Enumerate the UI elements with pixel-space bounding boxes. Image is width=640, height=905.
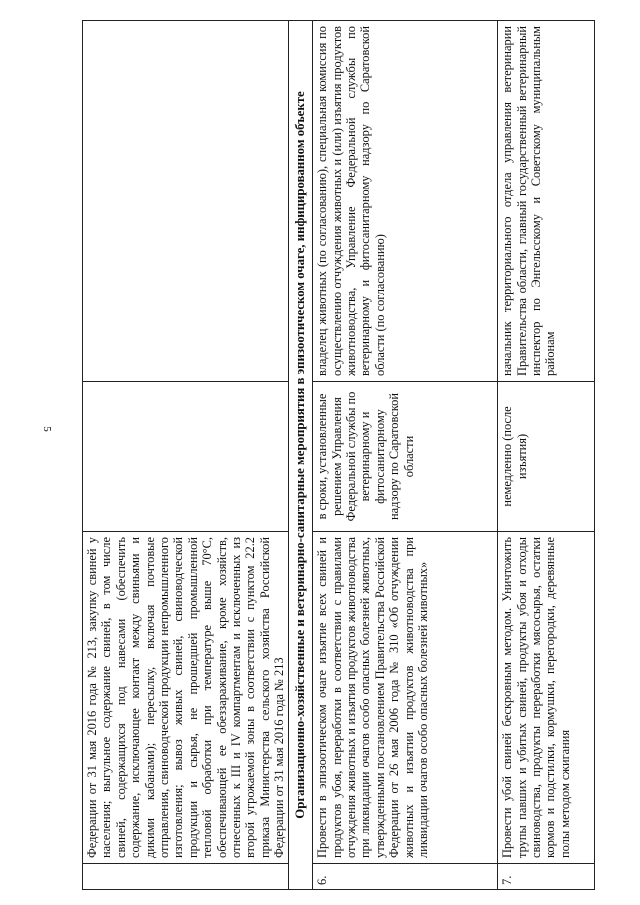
row-number: 7. xyxy=(498,864,595,890)
row-term: в сроки, установленные решением Управления Федеральной службы по ветеринарному и фитосанитарному надзору по Саратовской области xyxy=(313,382,498,532)
row-number: 6. xyxy=(313,864,498,890)
table-row xyxy=(83,21,289,890)
section-title: Организационно-хозяйственные и ветеринарно-санитарные мероприятия в эпизоотическом очаге, инфицированном объекте xyxy=(289,21,313,890)
table-row xyxy=(498,21,595,890)
row-number xyxy=(83,864,289,890)
rotated-page xyxy=(82,20,608,890)
row-responsible xyxy=(83,21,289,382)
table-row xyxy=(313,21,498,890)
measures-table xyxy=(82,20,595,890)
row-responsible: начальник территориального отдела управления ветеринарии Правительства области, главный государственный ветеринарный инспектор по Энгельсскому и Советскому муниципальным районам xyxy=(498,21,595,382)
row-term: немедленно (после изъятия) xyxy=(498,382,595,532)
section-row xyxy=(289,21,313,890)
row-action: Провести в эпизоотическом очаге изъятие всех свиней и продуктов убоя, переработки в соответствии с правилами отчуждения животных и изъятия продуктов животноводства при ликвидации очагов особо опасных болезней животных, утвержденными постановлением Правительства Российской Федерации от 26 мая 2006 года № 310 «Об отчуждении животных и изъятии продуктов животноводства при ликвидации очагов особо опасных болезней животных» xyxy=(313,532,498,864)
row-action: Федерации от 31 мая 2016 года № 213, закупку свиней у населения; выгульное содержание свиней, в том числе свиней, содержащихся под навесами (обеспечить содержание, исключающее контакт между свиньями и дикими кабанами); пересылку, включая почтовые отправления, свиноводческой продукции непромышленного изготовления; вывоз живых свиней, свиноводческой продукции и сырья, не прошедшей промышленной тепловой обработки при температуре выше 70°С, обеспечивающей ее обеззараживание, кроме хозяйств, отнесенных к III и IV компартментам и исключенных из второй угрожаемой зоны в соответствии с пунктом 22.2 приказа Министерства сельского хозяйства Российской Федерации от 31 мая 2016 года № 213 xyxy=(83,532,289,864)
row-action: Провести убой свиней бескровным методом. Уничтожить трупы павших и убитых свиней, продукты убоя и отходы свиноводства, продукты переработки мясосырья, остатки кормов и подстилки, кормушки, перегородки, деревянные полы методом сжигания xyxy=(498,532,595,864)
page-number: 5 xyxy=(40,426,53,432)
row-responsible: владелец животных (по согласованию), специальная комиссия по осуществлению отчуждения животных и (или) изъятия продуктов животноводства, Управление Федеральной службы по ветеринарному и фитосанитарному надзору по Саратовской области (по согласованию) xyxy=(313,21,498,382)
row-term xyxy=(83,382,289,532)
